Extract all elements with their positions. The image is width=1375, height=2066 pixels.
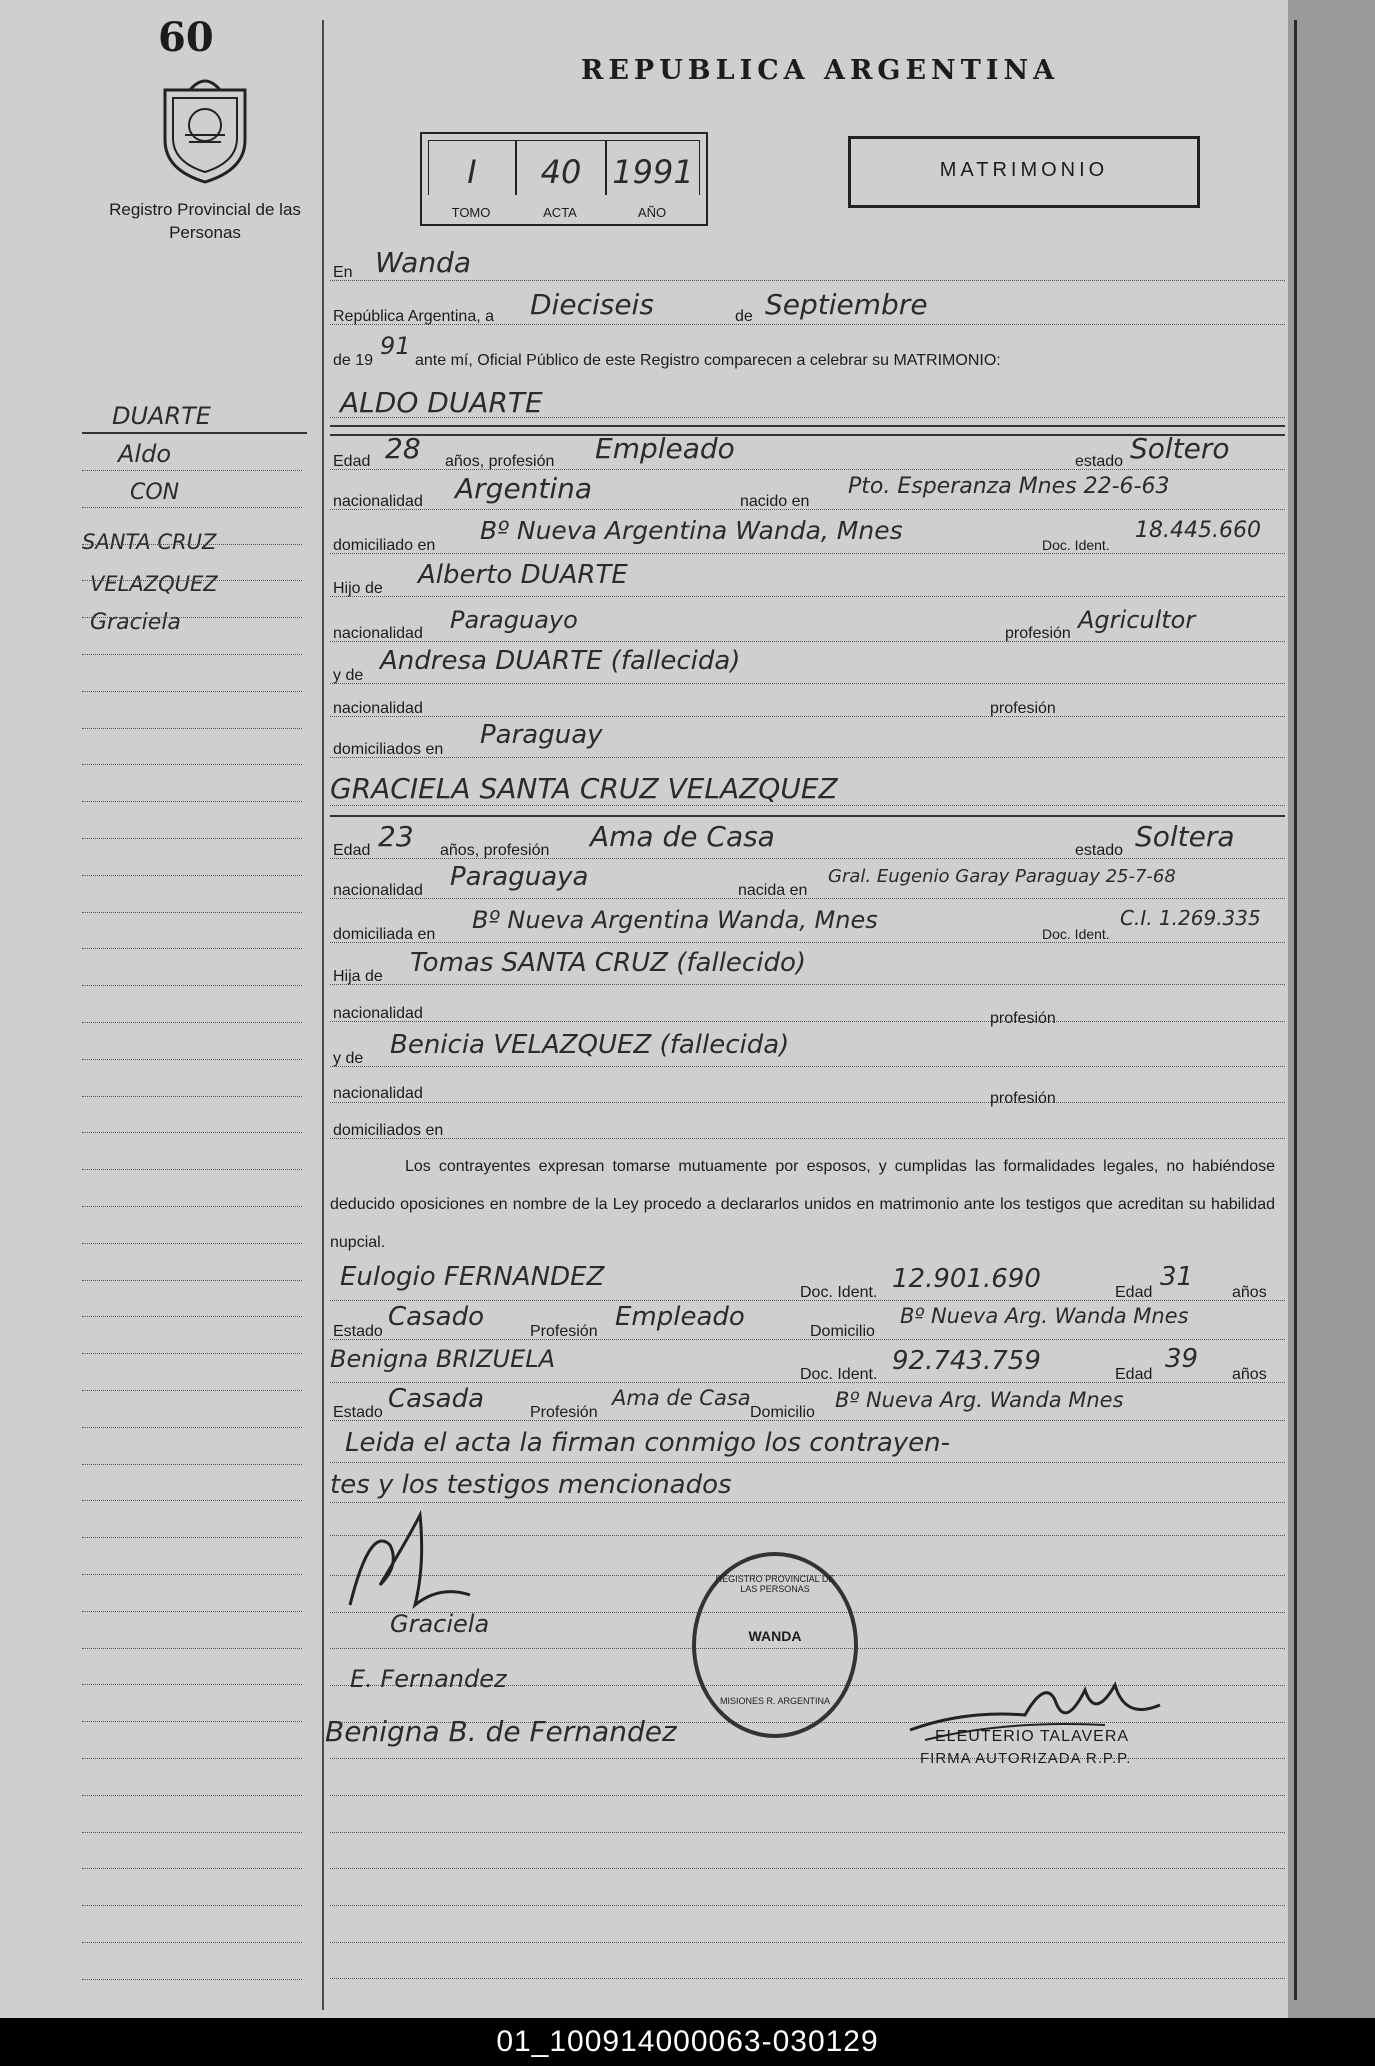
stamp-place: WANDA: [748, 1628, 802, 1644]
acta-label: ACTA: [543, 205, 577, 220]
ruled-line: [330, 1795, 1285, 1796]
margin-ruled-line: [82, 764, 302, 765]
ruled-line: [330, 1758, 1285, 1759]
ano-value: 1991: [612, 153, 694, 191]
groom-madre-prof-label: profesión: [990, 700, 1056, 717]
witness2-doc-label: Doc. Ident.: [800, 1366, 878, 1383]
bride-yde-label: y de: [333, 1050, 364, 1067]
margin-ruled-line: [82, 1132, 302, 1133]
groom-nacido: Pto. Esperanza Mnes 22-6-63: [848, 474, 1170, 499]
acta-value: 40: [540, 153, 582, 191]
stamp-province: MISIONES R. ARGENTINA: [719, 1696, 831, 1706]
groom-edad-label: Edad: [333, 453, 371, 470]
witness2-edad: 39: [1165, 1344, 1199, 1374]
margin-ruled-line: [82, 728, 302, 729]
witness1-anos-label: años: [1232, 1284, 1267, 1301]
witness2-prof: Ama de Casa: [612, 1386, 751, 1410]
month-value: Septiembre: [765, 288, 928, 321]
groom-estado: Soltero: [1130, 432, 1230, 465]
bride-edad: 23: [378, 820, 414, 853]
witness2-doc: 92.743.759: [892, 1346, 1041, 1376]
margin-note-given: Aldo: [118, 440, 172, 468]
ruled-line: [330, 1978, 1285, 1979]
groom-padre-nac-label: nacionalidad: [333, 625, 423, 642]
acta-cell: [516, 140, 606, 195]
signature-bride: Graciela: [390, 1610, 490, 1638]
witness1-prof-label: Profesión: [530, 1323, 598, 1340]
ruled-line: [330, 1138, 1285, 1139]
margin-ruled-line: [82, 1206, 302, 1207]
en-label: En: [333, 264, 353, 281]
groom-padre: Alberto DUARTE: [418, 560, 628, 590]
bride-nac: Paraguaya: [450, 862, 589, 892]
signature-witness1: E. Fernandez: [350, 1665, 507, 1693]
footer-id: 01_100914000063-030129: [0, 2018, 1375, 2066]
country-title: REPUBLICA ARGENTINA: [580, 55, 1060, 86]
ano-label: AÑO: [637, 205, 667, 220]
republica-label: República Argentina, a: [333, 308, 494, 325]
margin-ruled-line: [82, 1427, 302, 1428]
groom-padres-dom: Paraguay: [480, 720, 603, 750]
margin-ruled-line: [82, 1096, 302, 1097]
ano-cell: [606, 140, 700, 195]
margin-ruled-line: [82, 544, 302, 545]
margin-note-surname: DUARTE: [112, 402, 211, 430]
bride-edad-label: Edad: [333, 842, 371, 859]
year-prefix: de 19: [333, 352, 374, 369]
groom-name: ALDO DUARTE: [340, 386, 543, 419]
bride-name: GRACIELA SANTA CRUZ VELAZQUEZ: [330, 772, 838, 805]
groom-hijo-label: Hijo de: [333, 580, 383, 597]
ruled-line: [330, 898, 1285, 899]
official-stamp: [692, 1552, 858, 1738]
margin-ruled-line: [82, 1648, 302, 1649]
place-value: Wanda: [375, 246, 471, 279]
margin-ruled-line: [82, 691, 302, 692]
margin-ruled-line: [82, 1942, 302, 1943]
margin-ruled-line: [82, 1905, 302, 1906]
signature-witness2: Benigna B. de Fernandez: [325, 1715, 677, 1748]
registry-name: Registro Provincial de las Personas: [109, 200, 301, 242]
groom-nac-label: nacionalidad: [333, 493, 423, 510]
ruled-line: [330, 1339, 1285, 1340]
bride-padres-dom-label: domiciliados en: [333, 1122, 444, 1139]
bride-hija-label: Hija de: [333, 968, 383, 985]
margin-ruled-line: [82, 948, 302, 949]
groom-estado-label: estado: [1075, 453, 1124, 470]
ruled-line: [330, 942, 1285, 943]
left-margin-column: [0, 0, 320, 2018]
column-divider: [322, 20, 324, 2010]
ruled-line: [330, 1905, 1285, 1906]
margin-ruled-line: [82, 1316, 302, 1317]
witness2-edad-label: Edad: [1115, 1366, 1153, 1383]
ruled-line: [330, 1021, 1285, 1022]
ruled-line: [330, 716, 1285, 717]
margin-ruled-line: [82, 1574, 302, 1575]
bride-estado: Soltera: [1135, 820, 1235, 853]
year-suffix: 91: [380, 332, 411, 360]
bride-estado-label: estado: [1075, 842, 1124, 859]
margin-ruled-line: [82, 1832, 302, 1833]
stamp-registry: REGISTRO PROVINCIAL DE LAS PERSONAS: [715, 1574, 835, 1594]
margin-ruled-line: [82, 1721, 302, 1722]
bride-doc-label: Doc. Ident.: [1042, 926, 1110, 942]
groom-padre-prof-label: profesión: [1005, 625, 1071, 642]
ruled-line: [330, 1942, 1285, 1943]
witness2-name: Benigna BRIZUELA: [330, 1345, 556, 1373]
section-separator: [330, 815, 1285, 817]
official-initial-signature: [330, 1505, 480, 1625]
declaration-text: Los contrayentes expresan tomarse mutuamente por esposos, y cumplidas las formalidades legales, no habiéndose deducido oposiciones en nombre de la Ley procedo a declararlos unidos en matrimonio ante los testigos que acreditan su habilidad nupcial.: [330, 1158, 1275, 1251]
margin-ruled-line: [82, 1169, 302, 1170]
ruled-line: [330, 280, 1285, 281]
ruled-line: [330, 641, 1285, 642]
groom-madre-nac-label: nacionalidad: [333, 700, 423, 717]
margin-ruled-line: [82, 1979, 302, 1980]
margin-ruled-line: [82, 1500, 302, 1501]
groom-padre-nac: Paraguayo: [450, 606, 578, 634]
margin-ruled-line: [82, 1611, 302, 1612]
closing-line-1: Leida el acta la firman conmigo los contrayen-: [345, 1428, 951, 1458]
groom-dom: Bº Nueva Argentina Wanda, Mnes: [480, 516, 903, 545]
ruled-line: [330, 984, 1285, 985]
margin-ruled-line: [82, 1353, 302, 1354]
tomo-value: I: [467, 153, 477, 191]
margin-ruled-line: [82, 1022, 302, 1023]
witness1-prof: Empleado: [615, 1302, 745, 1332]
official-name: ELEUTERIO TALAVERA: [935, 1728, 1130, 1745]
ruled-line: [330, 805, 1285, 806]
margin-note-con: CON: [130, 480, 180, 505]
bride-nacida: Gral. Eugenio Garay Paraguay 25-7-68: [828, 866, 1176, 887]
margin-ruled-line: [82, 617, 302, 618]
margin-ruled-line: [82, 1243, 302, 1244]
margin-ruled-line: [82, 1059, 302, 1060]
margin-note-surname2: SANTA CRUZ: [82, 530, 217, 554]
provincial-seal: [155, 70, 255, 185]
page-edge: [1288, 0, 1375, 2018]
witness1-estado-label: Estado: [333, 1323, 383, 1340]
witness1-doc-label: Doc. Ident.: [800, 1284, 878, 1301]
margin-ruled-line: [82, 470, 302, 471]
page-number: 60: [158, 14, 214, 61]
margin-note-surname3: VELAZQUEZ: [90, 572, 218, 596]
witness1-dom: Bº Nueva Arg. Wanda Mnes: [900, 1304, 1189, 1328]
margin-ruled-line: [82, 1280, 302, 1281]
witness2-dom: Bº Nueva Arg. Wanda Mnes: [835, 1388, 1124, 1412]
official-title: FIRMA AUTORIZADA R.P.P.: [920, 1750, 1132, 1767]
ruled-line: [330, 1868, 1285, 1869]
margin-ruled-line: [82, 838, 302, 839]
closing-line-2: tes y los testigos mencionados: [330, 1470, 732, 1500]
margin-ruled-line: [82, 912, 302, 913]
witness2-anos-label: años: [1232, 1366, 1267, 1383]
groom-profesion: Empleado: [595, 432, 735, 465]
groom-nacido-label: nacido en: [740, 493, 810, 510]
witness1-dom-label: Domicilio: [810, 1323, 875, 1340]
witness2-estado-label: Estado: [333, 1404, 383, 1421]
bride-madre: Benicia VELAZQUEZ (fallecida): [390, 1030, 790, 1060]
groom-madre: Andresa DUARTE (fallecida): [380, 646, 741, 676]
witness1-edad: 31: [1160, 1262, 1194, 1292]
margin-ruled-line: [82, 1868, 302, 1869]
bride-nac-label: nacionalidad: [333, 882, 423, 899]
margin-ruled-line: [82, 580, 302, 581]
margin-ruled-line: [82, 1684, 302, 1685]
margin-ruled-line: [82, 1758, 302, 1759]
witness2-prof-label: Profesión: [530, 1404, 598, 1421]
ruled-line: [330, 1066, 1285, 1067]
ruled-line: [330, 553, 1285, 554]
bride-dom-label: domiciliada en: [333, 926, 436, 943]
bride-madre-nac-label: nacionalidad: [333, 1085, 423, 1102]
volume-box: [420, 132, 708, 226]
margin-ruled-line: [82, 507, 302, 508]
witness1-name: Eulogio FERNANDEZ: [340, 1262, 605, 1292]
margin-ruled-line: [82, 1795, 302, 1796]
margin-rule: [82, 432, 307, 434]
groom-nac: Argentina: [455, 472, 593, 505]
ruled-line: [330, 757, 1285, 758]
appear-text: ante mí, Oficial Público de este Registro comparecen a celebrar su MATRIMONIO:: [415, 352, 1001, 369]
witness1-estado: Casado: [388, 1302, 484, 1332]
margin-ruled-line: [82, 875, 302, 876]
bride-madre-prof-label: profesión: [990, 1090, 1056, 1107]
margin-ruled-line: [82, 1390, 302, 1391]
bride-doc: C.I. 1.269.335: [1120, 906, 1261, 930]
margin-ruled-line: [82, 654, 302, 655]
ruled-line: [330, 1102, 1285, 1103]
record-type-box: MATRIMONIO: [848, 136, 1200, 208]
de-label: de: [735, 308, 753, 325]
bride-nacida-label: nacida en: [738, 882, 808, 899]
witness1-edad-label: Edad: [1115, 1284, 1153, 1301]
margin-ruled-line: [82, 1537, 302, 1538]
ruled-line: [330, 683, 1285, 684]
ruled-line: [330, 1832, 1285, 1833]
ruled-line: [330, 1462, 1285, 1463]
bride-profesion: Ama de Casa: [590, 820, 775, 853]
margin-ruled-line: [82, 1464, 302, 1465]
tomo-cell: [428, 140, 516, 195]
groom-doc-label: Doc. Ident.: [1042, 537, 1110, 553]
ruled-line: [330, 1502, 1285, 1503]
groom-padres-dom-label: domiciliados en: [333, 741, 444, 758]
bride-padre-prof-label: profesión: [990, 1010, 1056, 1027]
groom-edad: 28: [385, 432, 421, 465]
bride-profesion-label: años, profesión: [440, 842, 550, 859]
margin-ruled-line: [82, 801, 302, 802]
page-border: [1294, 20, 1297, 2000]
tomo-label: TOMO: [451, 205, 491, 220]
witness2-dom-label: Domicilio: [750, 1404, 815, 1421]
groom-padre-prof: Agricultor: [1078, 606, 1196, 634]
witness2-estado: Casada: [388, 1384, 485, 1414]
day-value: Dieciseis: [530, 288, 654, 321]
witness1-doc: 12.901.690: [892, 1264, 1041, 1294]
groom-doc: 18.445.660: [1135, 518, 1261, 543]
margin-note-given2: Graciela: [90, 610, 181, 635]
margin-ruled-line: [82, 985, 302, 986]
bride-dom: Bº Nueva Argentina Wanda, Mnes: [472, 906, 878, 934]
ruled-line: [330, 596, 1285, 597]
groom-profesion-label: años, profesión: [445, 453, 555, 470]
section-separator: [330, 425, 1285, 427]
bride-padre-nac-label: nacionalidad: [333, 1005, 423, 1022]
groom-yde-label: y de: [333, 667, 364, 684]
groom-dom-label: domiciliado en: [333, 537, 436, 554]
bride-padre: Tomas SANTA CRUZ (fallecido): [410, 948, 807, 978]
